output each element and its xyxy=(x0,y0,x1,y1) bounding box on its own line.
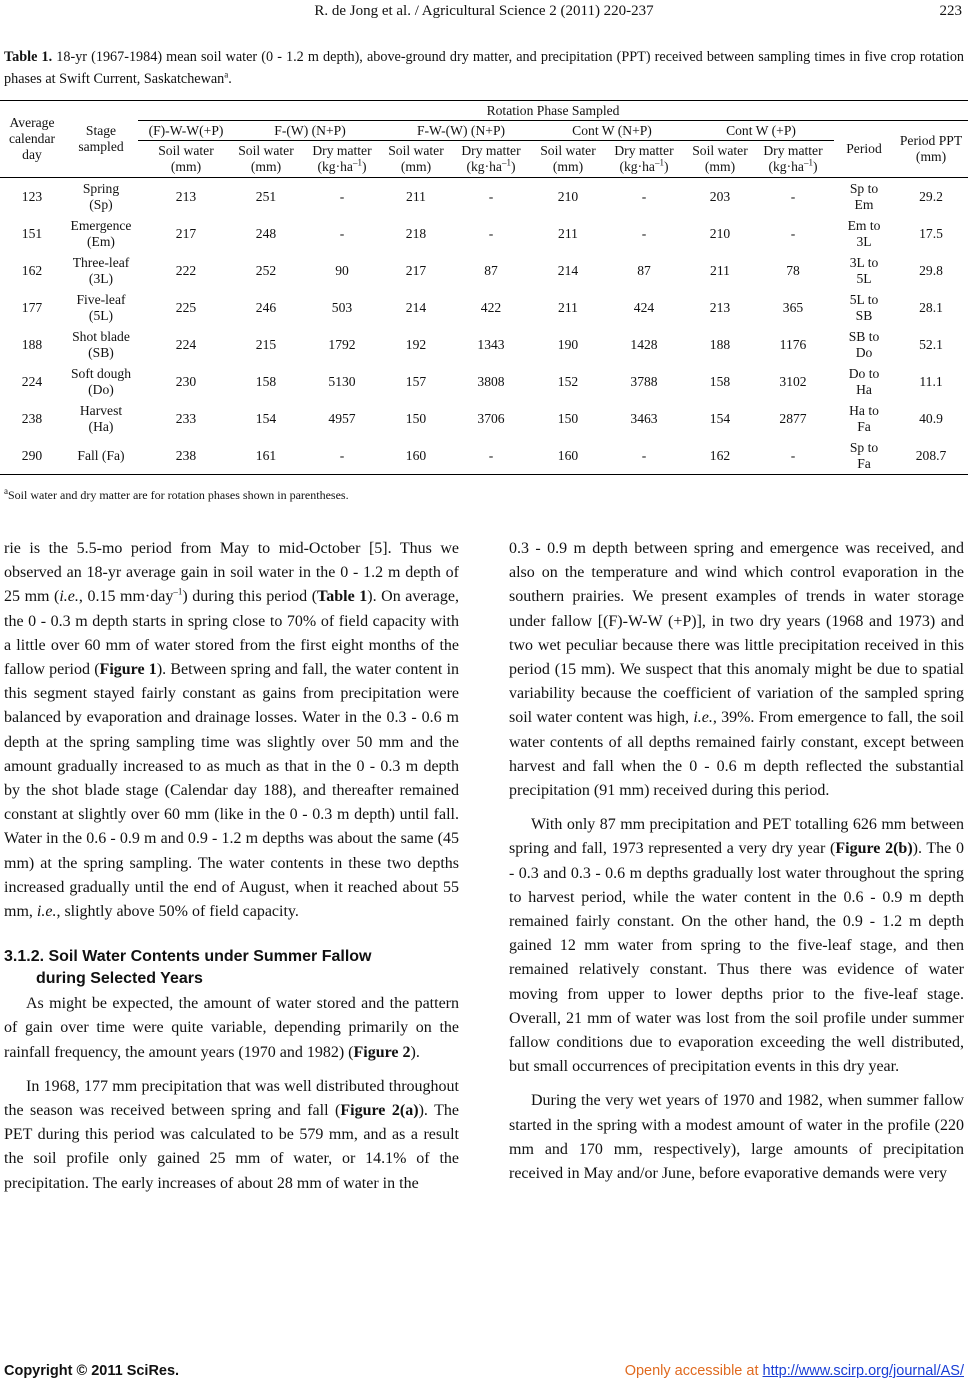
cell-sw2: 252 xyxy=(255,262,277,278)
left-paragraph-1 xyxy=(4,537,459,924)
cell-period-line-2: Fa xyxy=(857,455,871,471)
cell-stage xyxy=(64,400,138,437)
dm-header-5 xyxy=(752,141,834,178)
cell-sw4: 214 xyxy=(557,262,579,278)
text-run: ). On average, the 0 - 0.3 m depth starts in spring close to 70% of field capacity with a little over 60 mm of water stored from the first eight months of the fallow period ( xyxy=(4,588,460,679)
cell-sw1: 225 xyxy=(175,299,197,315)
cell-dm5: - xyxy=(790,188,796,204)
dm-unit-end: ) xyxy=(812,159,818,174)
text-run: ). The PET during this period was calculated to be 579 mm, and as a result the soil profile only gained 25 mm of water, or 14.1% of the precipitation. The early increases of about 28 mm of water in the xyxy=(4,1102,459,1192)
left-column xyxy=(4,537,459,1196)
dm-header-2 xyxy=(298,141,386,178)
table-row xyxy=(0,178,968,216)
cell-sw2: 251 xyxy=(255,188,277,204)
cell-sw2: 158 xyxy=(255,373,277,389)
cell-sw2: 248 xyxy=(255,225,277,241)
cell-day: 224 xyxy=(21,373,43,389)
text-run: rie is the 5.5-mo period from May to mid-October [5]. Thus we observed an 18-yr average gain in soil water in the 0 - 1.2 m depth of 25 mm ( xyxy=(4,540,459,606)
cell-ppt: 52.1 xyxy=(919,336,943,352)
sw-unit: (mm) xyxy=(400,159,432,174)
cell-period-line-1: Sp to xyxy=(849,180,879,196)
cell-sw3: 160 xyxy=(386,437,446,475)
cell-stage-line-2: (Ha) xyxy=(88,418,114,434)
header-row-3 xyxy=(0,141,968,178)
section-heading-line-1: 3.1.2. Soil Water Contents under Summer Fallow xyxy=(4,948,372,966)
cell-sw1: 222 xyxy=(175,262,197,278)
cell-sw1: 224 xyxy=(175,336,197,352)
cell-sw3: 150 xyxy=(405,410,427,426)
cell-day: 290 xyxy=(0,437,64,475)
cell-sw3: 157 xyxy=(405,373,427,389)
cell-stage-line-2: (Em) xyxy=(87,233,115,249)
col-header-group: Rotation Phase Sampled xyxy=(138,101,968,121)
cell-sw4: 211 xyxy=(558,299,578,315)
table-caption-end: . xyxy=(228,71,232,87)
cell-stage xyxy=(64,437,138,475)
cell-sw4: 160 xyxy=(536,437,600,475)
footnote-text: Soil water and dry matter are for rotation phases shown in parentheses. xyxy=(8,488,349,502)
cell-dm3: - xyxy=(488,188,494,204)
cell-sw5: 188 xyxy=(709,336,731,352)
sw-label: Soil water xyxy=(692,143,748,158)
cell-sw1: 233 xyxy=(175,410,197,426)
cell-day: 238 xyxy=(21,410,43,426)
sw-header-2 xyxy=(234,141,298,178)
figure-ref-link[interactable]: Figure 2(a) xyxy=(340,1102,419,1120)
table-footnote xyxy=(4,488,349,503)
cell-dm4: 3788 xyxy=(630,373,658,389)
header-row-1 xyxy=(0,101,968,121)
cell-dm2: 90 xyxy=(335,262,349,278)
cell-sw1: 217 xyxy=(175,225,197,241)
sw-label: Soil water xyxy=(388,143,444,158)
cell-sw4: 211 xyxy=(558,225,578,241)
sw-header-4 xyxy=(536,141,600,178)
cell-stage xyxy=(64,178,138,216)
cell-dm5: 1176 xyxy=(779,336,807,352)
table-ref-link[interactable]: Table 1 xyxy=(317,588,368,606)
table-row xyxy=(0,400,968,437)
open-access-notice xyxy=(625,1363,964,1379)
cell-period xyxy=(834,178,894,216)
cell-dm2: - xyxy=(339,225,345,241)
dm-label: Dry matter xyxy=(312,143,372,158)
cell-stage xyxy=(64,363,138,400)
cell-period xyxy=(834,437,894,475)
cell-dm3: 3808 xyxy=(477,373,505,389)
cell-dm3: 1343 xyxy=(477,336,505,352)
cell-dm5: - xyxy=(790,225,796,241)
table-row xyxy=(0,363,968,400)
cell-period-line-2: SB xyxy=(855,307,873,323)
dm-label: Dry matter xyxy=(461,143,521,158)
cell-ppt: 208.7 xyxy=(894,437,968,475)
dm-unit-sup: –1 xyxy=(803,157,813,168)
left-paragraph-2 xyxy=(4,992,459,1065)
cell-period-line-1: Ha to xyxy=(849,402,879,418)
cell-ppt: 29.2 xyxy=(919,188,943,204)
cell-stage xyxy=(64,326,138,363)
table-row xyxy=(0,215,968,252)
text-run: 0.3 - 0.9 m depth between spring and emergence was received, and also on the temperature and wind which control evaporation in the southern prairies. We present examples of trends in water storage under fallow [(F)-W-W (+P)], in two dry years (1968 and 1973) and two wet peculiar because there was little precipitation received in this period (15 mm). We suspect that this anomaly might be due to spatial variability because the coefficient of variation of the sampled spring soil water content was high, xyxy=(509,540,964,727)
cell-sw5: 211 xyxy=(710,262,730,278)
cell-dm5: 2877 xyxy=(779,410,807,426)
page-number: 223 xyxy=(939,3,962,19)
text-run: , 0.15 mm·day xyxy=(78,588,174,606)
right-paragraph-3 xyxy=(509,1089,964,1186)
cell-dm4: - xyxy=(641,225,647,241)
text-run-italic: i.e. xyxy=(36,903,57,921)
cell-sw3: 192 xyxy=(405,336,427,352)
cell-period-line-2: Em xyxy=(854,196,874,212)
phase-header-1: (F)-W-W(+P) xyxy=(138,121,234,141)
dm-header-4 xyxy=(600,141,688,178)
period-ppt-unit: (mm) xyxy=(915,149,947,164)
text-run: ). xyxy=(410,1043,420,1061)
cell-stage-line-2: (SB) xyxy=(88,344,114,360)
cell-dm4: 1428 xyxy=(630,336,658,352)
cell-stage xyxy=(64,252,138,289)
cell-dm3: 422 xyxy=(480,299,502,315)
open-access-text: Openly accessible at xyxy=(624,1363,763,1379)
cell-sw3: 211 xyxy=(406,188,426,204)
cell-dm2: 1792 xyxy=(328,336,356,352)
cell-sw2: 154 xyxy=(255,410,277,426)
text-run: , 39%. From emergence to fall, the soil water contents of all depths remained fairly constant, except between harvest and fall when the 0 - 0.6 m depth reflected the substantial precipitation (91 mm) received during this period. xyxy=(509,709,965,800)
cell-stage-line-1: Three-leaf xyxy=(72,254,130,270)
cell-dm5: - xyxy=(752,437,834,475)
cell-stage-line-1: Spring xyxy=(82,180,120,196)
section-heading-line-2: during Selected Years xyxy=(36,970,203,988)
dm-unit-sup: –1 xyxy=(654,157,664,168)
cell-stage-line-1: Shot blade xyxy=(72,328,130,344)
cell-period-line-2: Ha xyxy=(856,381,872,397)
sw-header-5 xyxy=(688,141,752,178)
cell-day: 151 xyxy=(21,225,43,241)
cell-sw4: 190 xyxy=(557,336,579,352)
cell-day: 177 xyxy=(21,299,43,315)
journal-url-link[interactable]: http://www.scirp.org/journal/AS/ xyxy=(762,1363,964,1379)
cell-stage-line-2: (3L) xyxy=(88,270,114,286)
cell-dm2: 4957 xyxy=(328,410,356,426)
dm-unit: (kg·ha xyxy=(317,159,353,174)
cell-sw5: 210 xyxy=(709,225,731,241)
text-run: ) during this period ( xyxy=(182,588,318,606)
phase-header-4: Cont W (N+P) xyxy=(536,121,688,141)
col-header-day: Average calendar day xyxy=(0,101,64,178)
dm-unit: (kg·ha xyxy=(768,159,804,174)
cell-period-line-1: Sp to xyxy=(849,439,879,455)
table-container xyxy=(0,100,968,475)
dm-header-3 xyxy=(446,141,536,178)
left-paragraph-3 xyxy=(4,1075,459,1196)
text-run: ). The 0 - 0.3 and 0.3 - 0.6 m depths gradually lost water throughout the spring to harvest period, while the water content in the 0.6 - 0.9 m depth remained fairly constant. On the other hand, the 0.9 - 1.2 m depth gained 12 mm water from spring to the five-leaf stage, and then remained relatively constant. Thus there was evidence of water moving from upper to lower depths prior to the five-leaf stage. Overall, 21 mm of water was lost from the soil profile under summer fallow conditions due to evaporation exceeding the well distributed, but small occurrences of precipitation events in this dry year. xyxy=(509,840,965,1076)
cell-sw2: 161 xyxy=(234,437,298,475)
cell-sw5: 213 xyxy=(709,299,731,315)
sw-unit: (mm) xyxy=(704,159,736,174)
col-header-period-ppt xyxy=(894,121,968,178)
right-column xyxy=(509,537,964,1186)
footnote-sup: a xyxy=(4,486,8,496)
dm-unit-sup: –1 xyxy=(352,157,362,168)
cell-dm5: 78 xyxy=(786,262,800,278)
cell-sw2: 215 xyxy=(255,336,277,352)
dm-unit: (kg·ha xyxy=(619,159,655,174)
cell-period-line-1: SB to xyxy=(848,328,880,344)
dm-unit-end: ) xyxy=(361,159,367,174)
cell-stage xyxy=(64,289,138,326)
table-body xyxy=(0,178,968,475)
sw-unit: (mm) xyxy=(250,159,282,174)
section-heading xyxy=(4,946,459,990)
cell-dm2: - xyxy=(298,437,386,475)
cell-sw1: 230 xyxy=(175,373,197,389)
text-run-italic: i.e. xyxy=(693,709,713,727)
phase-header-5: Cont W (+P) xyxy=(688,121,834,141)
col-header-stage: Stage sampled xyxy=(64,101,138,178)
cell-period-line-1: 3L to xyxy=(849,254,879,270)
cell-stage-line-2: (Sp) xyxy=(89,196,113,212)
figure-ref-link[interactable]: Figure 1 xyxy=(99,661,157,679)
text-run-italic: i.e. xyxy=(59,588,79,606)
sw-header-1 xyxy=(138,141,234,178)
cell-sw3: 217 xyxy=(405,262,427,278)
table-caption xyxy=(4,46,964,90)
data-table xyxy=(0,100,968,475)
cell-period xyxy=(834,289,894,326)
cell-stage-line-1: Five-leaf xyxy=(76,291,126,307)
cell-dm4: - xyxy=(600,437,688,475)
dm-unit: (kg·ha xyxy=(466,159,502,174)
cell-period xyxy=(834,252,894,289)
cell-sw4: 152 xyxy=(557,373,579,389)
cell-day: 123 xyxy=(21,188,43,204)
cell-ppt: 29.8 xyxy=(919,262,943,278)
cell-dm4: - xyxy=(641,188,647,204)
right-paragraph-2 xyxy=(509,813,964,1079)
table-caption-text: 18-yr (1967-1984) mean soil water (0 - 1.2 m depth), above-ground dry matter, and precipitation (PPT) received between sampling times in five crop rotation phases at Swift Current, Saskatchewan xyxy=(4,49,965,87)
text-run: With only 87 mm precipitation and PET totalling 626 mm between spring and fall, 1973 represented a very dry year ( xyxy=(509,816,964,858)
cell-day: 162 xyxy=(21,262,43,278)
cell-sw1: 238 xyxy=(138,437,234,475)
cell-sw3: 214 xyxy=(405,299,427,315)
text-run: In 1968, 177 mm precipitation that was well distributed throughout the season was received between spring and fall ( xyxy=(4,1077,459,1120)
cell-dm2: 503 xyxy=(331,299,353,315)
table-row xyxy=(0,289,968,326)
cell-period-line-2: 5L xyxy=(856,270,872,286)
cell-day: 188 xyxy=(21,336,43,352)
cell-stage xyxy=(64,215,138,252)
cell-ppt: 11.1 xyxy=(919,373,943,389)
figure-ref-link[interactable]: Figure 2 xyxy=(353,1043,411,1061)
sw-label: Soil water xyxy=(158,143,214,158)
cell-dm3: 3706 xyxy=(477,410,505,426)
cell-period xyxy=(834,363,894,400)
cell-ppt: 17.5 xyxy=(919,225,943,241)
cell-sw4: 150 xyxy=(557,410,579,426)
table-caption-sup: a xyxy=(224,69,229,80)
cell-sw1: 213 xyxy=(175,188,197,204)
cell-dm3: - xyxy=(488,225,494,241)
sw-unit: (mm) xyxy=(552,159,584,174)
cell-dm4: 424 xyxy=(633,299,655,315)
phase-header-3: F-W-(W) (N+P) xyxy=(386,121,536,141)
cell-period xyxy=(834,326,894,363)
cell-dm3: 87 xyxy=(484,262,498,278)
cell-sw3: 218 xyxy=(405,225,427,241)
cell-period xyxy=(834,215,894,252)
cell-period-line-1: Em to xyxy=(847,217,881,233)
sw-unit: (mm) xyxy=(170,159,202,174)
dm-label: Dry matter xyxy=(614,143,674,158)
cell-dm3: - xyxy=(446,437,536,475)
phase-header-2: F-(W) (N+P) xyxy=(234,121,386,141)
sw-label: Soil water xyxy=(238,143,294,158)
cell-sw4: 210 xyxy=(557,188,579,204)
dm-label: Dry matter xyxy=(763,143,823,158)
cell-stage-line-2: (Do) xyxy=(88,381,114,397)
text-sup: –1 xyxy=(173,587,183,598)
cell-period-line-1: Do to xyxy=(848,365,880,381)
cell-ppt: 28.1 xyxy=(919,299,943,315)
sw-header-3 xyxy=(386,141,446,178)
cell-period-line-2: Fa xyxy=(857,418,871,434)
cell-sw5: 154 xyxy=(709,410,731,426)
cell-stage-line-1: Fall (Fa) xyxy=(77,447,125,463)
dm-unit-sup: –1 xyxy=(501,157,511,168)
cell-period-line-1: 5L to xyxy=(849,291,879,307)
table-caption-label: Table 1. xyxy=(4,49,53,65)
cell-dm4: 87 xyxy=(637,262,651,278)
cell-ppt: 40.9 xyxy=(919,410,943,426)
cell-dm5: 365 xyxy=(782,299,804,315)
period-ppt-label: Period PPT xyxy=(899,133,963,148)
cell-dm2: - xyxy=(339,188,345,204)
table-row xyxy=(0,252,968,289)
cell-sw5: 158 xyxy=(709,373,731,389)
cell-sw5: 203 xyxy=(709,188,731,204)
copyright-notice: Copyright © 2011 SciRes. xyxy=(4,1363,180,1379)
text-run: ). Between spring and fall, the water content in this segment stayed fairly constant as gains from precipitation were balanced by evaporation and drainage losses. Water in the 0.3 - 0.6 m depth at the spring sampling time was slightly over 50 mm and the amount gradually increased to as much as that in the 0 - 0.3 m depth by the shot blade stage (Calendar day 188), and thereafter remained constant at slightly over 60 mm (like in the 0 - 0.3 m depth) until fall. Water in the 0.6 - 0.9 m and 0.9 - 1.2 m depths was about the same (45 mm) at the spring sampling. The water contents in these two depths increased gradually until the end of August, when it reached about 55 mm, xyxy=(4,661,460,921)
cell-dm2: 5130 xyxy=(328,373,356,389)
cell-period-line-2: Do xyxy=(855,344,873,360)
table-row xyxy=(0,326,968,363)
figure-ref-link[interactable]: Figure 2(b) xyxy=(835,840,913,858)
cell-dm4: 3463 xyxy=(630,410,658,426)
cell-dm5: 3102 xyxy=(779,373,807,389)
col-header-period: Period xyxy=(834,121,894,178)
cell-stage-line-1: Emergence xyxy=(70,217,132,233)
cell-stage-line-1: Soft dough xyxy=(70,365,132,381)
running-title: R. de Jong et al. / Agricultural Science 2 (2011) 220-237 xyxy=(314,3,654,19)
cell-stage-line-2: (5L) xyxy=(88,307,114,323)
cell-sw5: 162 xyxy=(688,437,752,475)
cell-stage-line-1: Harvest xyxy=(79,402,123,418)
text-run: , slightly above 50% of field capacity. xyxy=(56,903,299,921)
right-paragraph-1 xyxy=(509,537,964,803)
header-row-2 xyxy=(0,121,968,141)
sw-label: Soil water xyxy=(540,143,596,158)
dm-unit-end: ) xyxy=(510,159,516,174)
running-header xyxy=(0,3,968,25)
dm-unit-end: ) xyxy=(663,159,669,174)
text-run: During the very wet years of 1970 and 1982, when summer fallow started in the spring with a modest amount of water in the profile (220 mm and 170 mm, respectively), large amounts of precipitation received in May and/or June, before evaporative demands were very xyxy=(509,1092,964,1183)
cell-period-line-2: 3L xyxy=(856,233,872,249)
table-row xyxy=(0,437,968,475)
cell-period xyxy=(834,400,894,437)
text-run: As might be expected, the amount of water stored and the pattern of gain over time were quite variable, depending primarily on the rainfall frequency, the amount years (1970 and 1982) ( xyxy=(4,995,459,1061)
cell-sw2: 246 xyxy=(255,299,277,315)
